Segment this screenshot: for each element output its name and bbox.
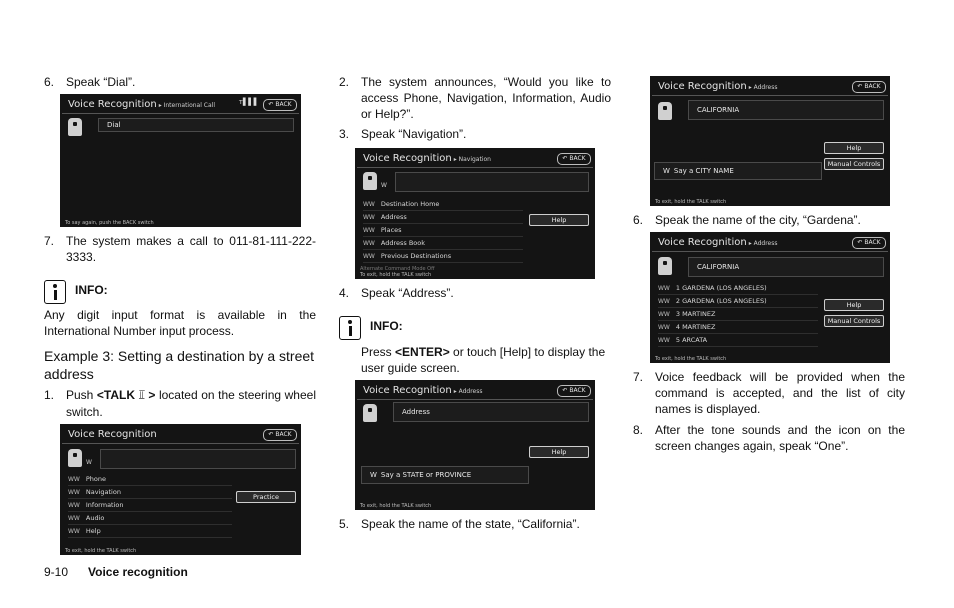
screen-title: Voice Recognition ▸ International Call [68, 99, 216, 110]
list-item[interactable]: 𝖶𝖶 Phone [68, 473, 232, 486]
step-text: The system announces, “Would you like to access Phone, Navigation, Information, Audio or Help?”. [361, 75, 611, 121]
voice-head-icon [68, 449, 82, 467]
section-title: Voice recognition [88, 565, 188, 579]
step-number: 6. [633, 213, 644, 227]
screen-title: Voice Recognition ▸ Address [658, 81, 778, 92]
state-field: CALIFORNIA [688, 257, 884, 277]
sound-wave-icon: 𝖶 [381, 182, 387, 189]
example-heading: Example 3: Setting a destination by a street address [44, 348, 315, 382]
list-item[interactable]: 𝖶𝖶 4 MARTINEZ [658, 321, 818, 334]
step-text: The system makes a call to 011-81-111-222-3333. [66, 234, 316, 264]
screen-footer: To exit, hold the TALK switch [65, 548, 137, 554]
help-button[interactable]: Help [824, 142, 884, 154]
screen-city-list [650, 232, 890, 363]
step-text: Voice feedback will be provided when the command is accepted, and the list of city names is displayed. [655, 370, 905, 416]
step-number: 4. [339, 286, 350, 300]
info-text: Any digit input format is available in the International Number input process. [44, 308, 316, 338]
prompt-box: 𝖶 Say a CITY NAME [654, 162, 822, 180]
dial-field: Dial [98, 118, 294, 132]
manual-controls-button[interactable]: Manual Controls [824, 315, 884, 327]
list-item[interactable]: 𝖶𝖶 Destination Home [363, 198, 523, 211]
manual-controls-button[interactable]: Manual Controls [824, 158, 884, 170]
back-button[interactable]: ↶ BACK [852, 81, 886, 93]
step-text: Push <TALK ⫫̅ > located on the steering wheel switch. [66, 388, 316, 419]
screen-title: Voice Recognition ▸ Address [363, 385, 483, 396]
screen-title: Voice Recognition ▸ Navigation [363, 153, 491, 164]
list-item[interactable]: 𝖶𝖶 2 GARDENA (LOS ANGELES) [658, 295, 818, 308]
list-item[interactable]: 𝖶𝖶 Previous Destinations [363, 250, 523, 263]
step-number: 1. [44, 388, 55, 402]
info-label: INFO: [370, 319, 403, 333]
step-number: 3. [339, 127, 350, 141]
info-icon [44, 280, 66, 304]
screen-navigation [355, 148, 595, 279]
voice-head-icon [68, 118, 82, 136]
info-text: Press <ENTER> or touch [Help] to display the user guide screen. [361, 345, 606, 375]
step-number: 2. [339, 75, 350, 89]
command-list [363, 198, 523, 263]
back-button[interactable]: ↶ BACK [852, 237, 886, 249]
address-field: Address [393, 402, 589, 422]
page-number: 9-10 [44, 565, 69, 579]
signal-icon: ᴛ▌▌▌ [238, 98, 259, 106]
screen-title: Voice Recognition ▸ Address [658, 237, 778, 248]
screen-footer: To exit, hold the TALK switch [655, 356, 727, 362]
voice-head-icon [363, 404, 377, 422]
list-item[interactable]: 𝖶𝖶 Address Book [363, 237, 523, 250]
screen-international-call [60, 94, 301, 227]
voice-head-icon [658, 102, 672, 120]
list-item[interactable]: 𝖶𝖶 Audio [68, 512, 232, 525]
screen-address [355, 380, 595, 510]
step-text: After the tone sounds and the icon on the screen changes again, speak “One”. [655, 423, 905, 453]
divider [357, 167, 593, 168]
input-field [395, 172, 589, 192]
step-text: Speak the name of the city, “Gardena”. [655, 213, 861, 227]
info-icon [339, 316, 361, 340]
hint-text: Alternate Command Mode Off [360, 266, 435, 272]
help-button[interactable]: Help [529, 446, 589, 458]
mic-icon: 𝖶 [370, 471, 377, 479]
divider [62, 113, 299, 114]
info-label: INFO: [75, 283, 108, 297]
screen-voice-recognition-main [60, 424, 301, 555]
list-item[interactable]: 𝖶𝖶 Places [363, 224, 523, 237]
step-number: 7. [44, 234, 55, 248]
divider [357, 399, 593, 400]
screen-title: Voice Recognition [68, 429, 157, 440]
list-item[interactable]: 𝖶𝖶 Help [68, 525, 232, 538]
help-button[interactable]: Help [824, 299, 884, 311]
back-button[interactable]: ↶ BACK [557, 153, 591, 165]
list-item[interactable]: 𝖶𝖶 3 MARTINEZ [658, 308, 818, 321]
back-button[interactable]: ↶ BACK [263, 99, 297, 111]
state-field: CALIFORNIA [688, 100, 884, 120]
step-number: 8. [633, 423, 644, 437]
practice-button[interactable]: Practice [236, 491, 296, 503]
step-number: 7. [633, 370, 644, 384]
divider [652, 95, 888, 96]
list-item[interactable]: 𝖶𝖶 Navigation [68, 486, 232, 499]
city-list [658, 282, 818, 347]
command-list [68, 473, 232, 538]
divider [652, 251, 888, 252]
prompt-box: 𝖶 Say a STATE or PROVINCE [361, 466, 529, 484]
step-text: Speak “Address”. [361, 286, 454, 300]
screen-footer: To exit, hold the TALK switch [655, 199, 727, 205]
input-field [100, 449, 296, 469]
screen-footer: To exit, hold the TALK switch [360, 503, 432, 509]
screen-footer: To say again, push the BACK switch [65, 220, 154, 226]
step-number: 5. [339, 517, 350, 531]
back-button[interactable]: ↶ BACK [557, 385, 591, 397]
help-button[interactable]: Help [529, 214, 589, 226]
divider [62, 443, 299, 444]
screen-city [650, 76, 890, 206]
list-item[interactable]: 𝖶𝖶 1 GARDENA (LOS ANGELES) [658, 282, 818, 295]
list-item[interactable]: 𝖶𝖶 Information [68, 499, 232, 512]
talk-switch-icon: ⫫̅ [138, 390, 145, 402]
sound-wave-icon: 𝖶 [86, 459, 92, 466]
screen-footer: To exit, hold the TALK switch [360, 272, 432, 278]
mic-icon: 𝖶 [663, 167, 670, 175]
list-item[interactable]: 𝖶𝖶 Address [363, 211, 523, 224]
step-text: Speak the name of the state, “California”. [361, 517, 580, 531]
back-button[interactable]: ↶ BACK [263, 429, 297, 441]
voice-head-icon [658, 257, 672, 275]
voice-head-icon [363, 172, 377, 190]
list-item[interactable]: 𝖶𝖶 5 ARCATA [658, 334, 818, 347]
step-number: 6. [44, 75, 55, 89]
step-text: Speak “Navigation”. [361, 127, 467, 141]
step-text: Speak “Dial”. [66, 75, 136, 89]
